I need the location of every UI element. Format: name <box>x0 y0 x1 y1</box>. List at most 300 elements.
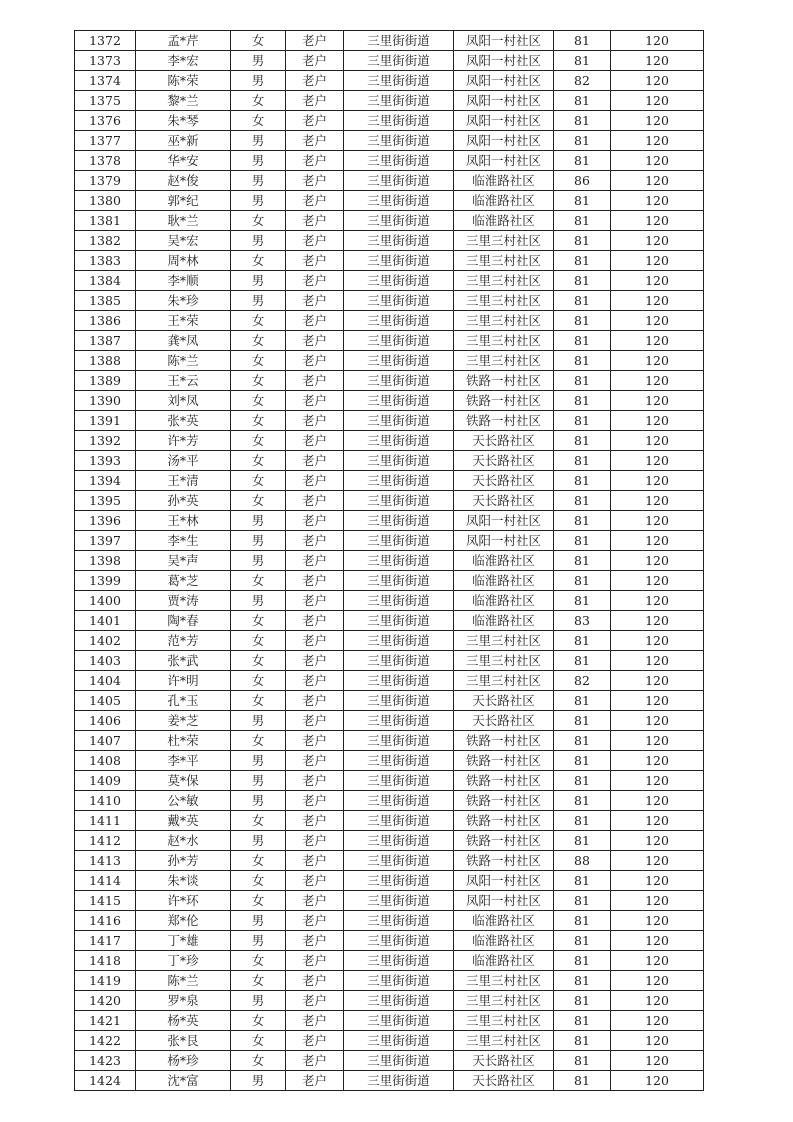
street-cell: 三里街街道 <box>344 691 454 711</box>
street-cell: 三里街街道 <box>344 391 454 411</box>
gender-cell: 女 <box>231 871 286 891</box>
household-type-cell: 老户 <box>286 891 344 911</box>
community-cell: 凤阳一村社区 <box>454 891 554 911</box>
serial-number-cell: 1387 <box>75 331 136 351</box>
community-cell: 三里三村社区 <box>454 271 554 291</box>
amount-cell: 120 <box>611 671 704 691</box>
name-cell: 郑*伦 <box>136 911 231 931</box>
community-cell: 临淮路社区 <box>454 171 554 191</box>
table-row <box>75 691 704 711</box>
age-cell: 81 <box>554 551 611 571</box>
community-cell: 三里三村社区 <box>454 311 554 331</box>
street-cell: 三里街街道 <box>344 871 454 891</box>
serial-number-cell: 1415 <box>75 891 136 911</box>
household-type-cell: 老户 <box>286 311 344 331</box>
street-cell: 三里街街道 <box>344 351 454 371</box>
table-row <box>75 711 704 731</box>
household-type-cell: 老户 <box>286 331 344 351</box>
community-cell: 凤阳一村社区 <box>454 51 554 71</box>
amount-cell: 120 <box>611 1031 704 1051</box>
gender-cell: 女 <box>231 111 286 131</box>
gender-cell: 男 <box>231 191 286 211</box>
street-cell: 三里街街道 <box>344 731 454 751</box>
name-cell: 杨*珍 <box>136 1051 231 1071</box>
table-row <box>75 631 704 651</box>
community-cell: 临淮路社区 <box>454 911 554 931</box>
household-type-cell: 老户 <box>286 791 344 811</box>
street-cell: 三里街街道 <box>344 131 454 151</box>
name-cell: 耿*兰 <box>136 211 231 231</box>
household-type-cell: 老户 <box>286 731 344 751</box>
serial-number-cell: 1382 <box>75 231 136 251</box>
household-type-cell: 老户 <box>286 411 344 431</box>
name-cell: 陈*荣 <box>136 71 231 91</box>
age-cell: 83 <box>554 611 611 631</box>
name-cell: 张*武 <box>136 651 231 671</box>
community-cell: 三里三村社区 <box>454 251 554 271</box>
serial-number-cell: 1403 <box>75 651 136 671</box>
gender-cell: 男 <box>231 531 286 551</box>
serial-number-cell: 1390 <box>75 391 136 411</box>
table-row <box>75 491 704 511</box>
street-cell: 三里街街道 <box>344 631 454 651</box>
name-cell: 张*艮 <box>136 1031 231 1051</box>
community-cell: 天长路社区 <box>454 1051 554 1071</box>
street-cell: 三里街街道 <box>344 991 454 1011</box>
community-cell: 临淮路社区 <box>454 211 554 231</box>
household-type-cell: 老户 <box>286 1051 344 1071</box>
street-cell: 三里街街道 <box>344 511 454 531</box>
household-type-cell: 老户 <box>286 931 344 951</box>
serial-number-cell: 1373 <box>75 51 136 71</box>
amount-cell: 120 <box>611 951 704 971</box>
household-type-cell: 老户 <box>286 751 344 771</box>
serial-number-cell: 1411 <box>75 811 136 831</box>
age-cell: 81 <box>554 271 611 291</box>
household-type-cell: 老户 <box>286 391 344 411</box>
gender-cell: 男 <box>231 931 286 951</box>
street-cell: 三里街街道 <box>344 571 454 591</box>
amount-cell: 120 <box>611 591 704 611</box>
age-cell: 81 <box>554 291 611 311</box>
age-cell: 81 <box>554 251 611 271</box>
table-row <box>75 731 704 751</box>
gender-cell: 男 <box>231 771 286 791</box>
name-cell: 吴*宏 <box>136 231 231 251</box>
table-row <box>75 751 704 771</box>
street-cell: 三里街街道 <box>344 1071 454 1091</box>
amount-cell: 120 <box>611 611 704 631</box>
serial-number-cell: 1384 <box>75 271 136 291</box>
street-cell: 三里街街道 <box>344 551 454 571</box>
amount-cell: 120 <box>611 471 704 491</box>
gender-cell: 女 <box>231 971 286 991</box>
age-cell: 81 <box>554 331 611 351</box>
amount-cell: 120 <box>611 391 704 411</box>
name-cell: 黎*兰 <box>136 91 231 111</box>
age-cell: 81 <box>554 591 611 611</box>
household-type-cell: 老户 <box>286 651 344 671</box>
name-cell: 李*生 <box>136 531 231 551</box>
amount-cell: 120 <box>611 171 704 191</box>
household-type-cell: 老户 <box>286 691 344 711</box>
gender-cell: 女 <box>231 31 286 51</box>
community-cell: 临淮路社区 <box>454 951 554 971</box>
gender-cell: 女 <box>231 731 286 751</box>
street-cell: 三里街街道 <box>344 831 454 851</box>
community-cell: 凤阳一村社区 <box>454 511 554 531</box>
street-cell: 三里街街道 <box>344 971 454 991</box>
serial-number-cell: 1374 <box>75 71 136 91</box>
name-cell: 汤*平 <box>136 451 231 471</box>
household-type-cell: 老户 <box>286 111 344 131</box>
community-cell: 铁路一村社区 <box>454 791 554 811</box>
household-type-cell: 老户 <box>286 271 344 291</box>
age-cell: 81 <box>554 131 611 151</box>
name-cell: 张*英 <box>136 411 231 431</box>
household-type-cell: 老户 <box>286 451 344 471</box>
age-cell: 81 <box>554 451 611 471</box>
name-cell: 华*安 <box>136 151 231 171</box>
table-row <box>75 1011 704 1031</box>
name-cell: 朱*琴 <box>136 111 231 131</box>
street-cell: 三里街街道 <box>344 211 454 231</box>
table-row <box>75 251 704 271</box>
amount-cell: 120 <box>611 511 704 531</box>
age-cell: 81 <box>554 691 611 711</box>
amount-cell: 120 <box>611 331 704 351</box>
street-cell: 三里街街道 <box>344 51 454 71</box>
gender-cell: 女 <box>231 891 286 911</box>
name-cell: 王*清 <box>136 471 231 491</box>
amount-cell: 120 <box>611 191 704 211</box>
gender-cell: 女 <box>231 471 286 491</box>
name-cell: 陶*春 <box>136 611 231 631</box>
serial-number-cell: 1392 <box>75 431 136 451</box>
age-cell: 86 <box>554 171 611 191</box>
age-cell: 81 <box>554 991 611 1011</box>
table-row <box>75 991 704 1011</box>
table-row <box>75 911 704 931</box>
age-cell: 81 <box>554 51 611 71</box>
amount-cell: 120 <box>611 451 704 471</box>
table-row <box>75 1031 704 1051</box>
name-cell: 沈*富 <box>136 1071 231 1091</box>
name-cell: 杜*荣 <box>136 731 231 751</box>
serial-number-cell: 1419 <box>75 971 136 991</box>
household-type-cell: 老户 <box>286 991 344 1011</box>
amount-cell: 120 <box>611 831 704 851</box>
serial-number-cell: 1413 <box>75 851 136 871</box>
household-type-cell: 老户 <box>286 571 344 591</box>
serial-number-cell: 1414 <box>75 871 136 891</box>
community-cell: 临淮路社区 <box>454 571 554 591</box>
table-row <box>75 651 704 671</box>
community-cell: 三里三村社区 <box>454 971 554 991</box>
gender-cell: 女 <box>231 1051 286 1071</box>
name-cell: 孙*英 <box>136 491 231 511</box>
amount-cell: 120 <box>611 31 704 51</box>
amount-cell: 120 <box>611 931 704 951</box>
serial-number-cell: 1386 <box>75 311 136 331</box>
gender-cell: 男 <box>231 711 286 731</box>
table-row <box>75 411 704 431</box>
table-row <box>75 291 704 311</box>
serial-number-cell: 1377 <box>75 131 136 151</box>
table-row <box>75 171 704 191</box>
serial-number-cell: 1376 <box>75 111 136 131</box>
amount-cell: 120 <box>611 491 704 511</box>
name-cell: 郭*纪 <box>136 191 231 211</box>
household-type-cell: 老户 <box>286 711 344 731</box>
household-type-cell: 老户 <box>286 151 344 171</box>
amount-cell: 120 <box>611 851 704 871</box>
name-cell: 赵*水 <box>136 831 231 851</box>
gender-cell: 男 <box>231 791 286 811</box>
community-cell: 凤阳一村社区 <box>454 111 554 131</box>
amount-cell: 120 <box>611 251 704 271</box>
name-cell: 王*林 <box>136 511 231 531</box>
gender-cell: 女 <box>231 631 286 651</box>
gender-cell: 女 <box>231 411 286 431</box>
amount-cell: 120 <box>611 871 704 891</box>
serial-number-cell: 1421 <box>75 1011 136 1031</box>
age-cell: 81 <box>554 231 611 251</box>
name-cell: 朱*珍 <box>136 291 231 311</box>
gender-cell: 男 <box>231 231 286 251</box>
serial-number-cell: 1422 <box>75 1031 136 1051</box>
community-cell: 三里三村社区 <box>454 671 554 691</box>
age-cell: 81 <box>554 191 611 211</box>
serial-number-cell: 1408 <box>75 751 136 771</box>
community-cell: 临淮路社区 <box>454 551 554 571</box>
age-cell: 81 <box>554 731 611 751</box>
community-cell: 铁路一村社区 <box>454 751 554 771</box>
street-cell: 三里街街道 <box>344 791 454 811</box>
age-cell: 81 <box>554 771 611 791</box>
amount-cell: 120 <box>611 631 704 651</box>
table-row <box>75 531 704 551</box>
community-cell: 天长路社区 <box>454 1071 554 1091</box>
street-cell: 三里街街道 <box>344 431 454 451</box>
table-row <box>75 611 704 631</box>
street-cell: 三里街街道 <box>344 271 454 291</box>
gender-cell: 女 <box>231 371 286 391</box>
community-cell: 天长路社区 <box>454 451 554 471</box>
gender-cell: 男 <box>231 991 286 1011</box>
table-row <box>75 851 704 871</box>
name-cell: 王*荣 <box>136 311 231 331</box>
table-row <box>75 671 704 691</box>
table-row <box>75 211 704 231</box>
name-cell: 赵*俊 <box>136 171 231 191</box>
community-cell: 铁路一村社区 <box>454 831 554 851</box>
household-type-cell: 老户 <box>286 531 344 551</box>
community-cell: 临淮路社区 <box>454 591 554 611</box>
name-cell: 许*明 <box>136 671 231 691</box>
amount-cell: 120 <box>611 531 704 551</box>
roster-body <box>75 31 704 1091</box>
amount-cell: 120 <box>611 91 704 111</box>
serial-number-cell: 1400 <box>75 591 136 611</box>
serial-number-cell: 1409 <box>75 771 136 791</box>
household-type-cell: 老户 <box>286 251 344 271</box>
gender-cell: 女 <box>231 331 286 351</box>
gender-cell: 男 <box>231 551 286 571</box>
community-cell: 三里三村社区 <box>454 331 554 351</box>
community-cell: 铁路一村社区 <box>454 371 554 391</box>
table-row <box>75 391 704 411</box>
gender-cell: 女 <box>231 491 286 511</box>
name-cell: 罗*泉 <box>136 991 231 1011</box>
household-type-cell: 老户 <box>286 91 344 111</box>
amount-cell: 120 <box>611 151 704 171</box>
serial-number-cell: 1388 <box>75 351 136 371</box>
table-row <box>75 931 704 951</box>
age-cell: 81 <box>554 1011 611 1031</box>
age-cell: 81 <box>554 411 611 431</box>
serial-number-cell: 1416 <box>75 911 136 931</box>
table-row <box>75 51 704 71</box>
amount-cell: 120 <box>611 991 704 1011</box>
name-cell: 王*云 <box>136 371 231 391</box>
name-cell: 丁*珍 <box>136 951 231 971</box>
household-type-cell: 老户 <box>286 831 344 851</box>
age-cell: 81 <box>554 1071 611 1091</box>
gender-cell: 男 <box>231 291 286 311</box>
table-row <box>75 811 704 831</box>
age-cell: 81 <box>554 911 611 931</box>
street-cell: 三里街街道 <box>344 371 454 391</box>
gender-cell: 女 <box>231 811 286 831</box>
age-cell: 82 <box>554 71 611 91</box>
serial-number-cell: 1378 <box>75 151 136 171</box>
table-row <box>75 271 704 291</box>
gender-cell: 女 <box>231 571 286 591</box>
amount-cell: 120 <box>611 551 704 571</box>
table-row <box>75 951 704 971</box>
serial-number-cell: 1399 <box>75 571 136 591</box>
community-cell: 凤阳一村社区 <box>454 871 554 891</box>
household-type-cell: 老户 <box>286 911 344 931</box>
street-cell: 三里街街道 <box>344 531 454 551</box>
household-type-cell: 老户 <box>286 471 344 491</box>
serial-number-cell: 1389 <box>75 371 136 391</box>
age-cell: 81 <box>554 471 611 491</box>
name-cell: 龚*凤 <box>136 331 231 351</box>
age-cell: 81 <box>554 1031 611 1051</box>
amount-cell: 120 <box>611 891 704 911</box>
street-cell: 三里街街道 <box>344 491 454 511</box>
age-cell: 81 <box>554 1051 611 1071</box>
community-cell: 凤阳一村社区 <box>454 151 554 171</box>
household-type-cell: 老户 <box>286 71 344 91</box>
table-row <box>75 151 704 171</box>
age-cell: 81 <box>554 931 611 951</box>
gender-cell: 女 <box>231 211 286 231</box>
serial-number-cell: 1417 <box>75 931 136 951</box>
street-cell: 三里街街道 <box>344 611 454 631</box>
table-row <box>75 471 704 491</box>
gender-cell: 男 <box>231 71 286 91</box>
household-type-cell: 老户 <box>286 1071 344 1091</box>
serial-number-cell: 1396 <box>75 511 136 531</box>
street-cell: 三里街街道 <box>344 1011 454 1031</box>
name-cell: 姜*芝 <box>136 711 231 731</box>
serial-number-cell: 1418 <box>75 951 136 971</box>
street-cell: 三里街街道 <box>344 191 454 211</box>
age-cell: 81 <box>554 791 611 811</box>
table-row <box>75 311 704 331</box>
community-cell: 三里三村社区 <box>454 231 554 251</box>
amount-cell: 120 <box>611 1051 704 1071</box>
amount-cell: 120 <box>611 211 704 231</box>
amount-cell: 120 <box>611 351 704 371</box>
street-cell: 三里街街道 <box>344 471 454 491</box>
age-cell: 81 <box>554 651 611 671</box>
household-type-cell: 老户 <box>286 1011 344 1031</box>
table-row <box>75 771 704 791</box>
community-cell: 天长路社区 <box>454 491 554 511</box>
community-cell: 凤阳一村社区 <box>454 71 554 91</box>
street-cell: 三里街街道 <box>344 951 454 971</box>
gender-cell: 男 <box>231 171 286 191</box>
age-cell: 81 <box>554 211 611 231</box>
community-cell: 临淮路社区 <box>454 611 554 631</box>
community-cell: 天长路社区 <box>454 691 554 711</box>
name-cell: 莫*保 <box>136 771 231 791</box>
age-cell: 81 <box>554 151 611 171</box>
table-row <box>75 891 704 911</box>
serial-number-cell: 1402 <box>75 631 136 651</box>
street-cell: 三里街街道 <box>344 671 454 691</box>
household-type-cell: 老户 <box>286 551 344 571</box>
community-cell: 三里三村社区 <box>454 1011 554 1031</box>
household-type-cell: 老户 <box>286 591 344 611</box>
household-type-cell: 老户 <box>286 51 344 71</box>
gender-cell: 女 <box>231 431 286 451</box>
community-cell: 三里三村社区 <box>454 351 554 371</box>
gender-cell: 女 <box>231 691 286 711</box>
serial-number-cell: 1398 <box>75 551 136 571</box>
household-type-cell: 老户 <box>286 191 344 211</box>
name-cell: 李*宏 <box>136 51 231 71</box>
name-cell: 陈*兰 <box>136 351 231 371</box>
name-cell: 葛*芝 <box>136 571 231 591</box>
table-row <box>75 831 704 851</box>
gender-cell: 女 <box>231 91 286 111</box>
serial-number-cell: 1379 <box>75 171 136 191</box>
street-cell: 三里街街道 <box>344 291 454 311</box>
household-type-cell: 老户 <box>286 851 344 871</box>
street-cell: 三里街街道 <box>344 931 454 951</box>
table-row <box>75 551 704 571</box>
gender-cell: 男 <box>231 151 286 171</box>
age-cell: 81 <box>554 891 611 911</box>
serial-number-cell: 1401 <box>75 611 136 631</box>
household-type-cell: 老户 <box>286 431 344 451</box>
table-row <box>75 871 704 891</box>
street-cell: 三里街街道 <box>344 751 454 771</box>
serial-number-cell: 1395 <box>75 491 136 511</box>
gender-cell: 女 <box>231 611 286 631</box>
name-cell: 贾*涛 <box>136 591 231 611</box>
amount-cell: 120 <box>611 271 704 291</box>
name-cell: 陈*兰 <box>136 971 231 991</box>
community-cell: 凤阳一村社区 <box>454 31 554 51</box>
gender-cell: 女 <box>231 951 286 971</box>
name-cell: 公*敏 <box>136 791 231 811</box>
